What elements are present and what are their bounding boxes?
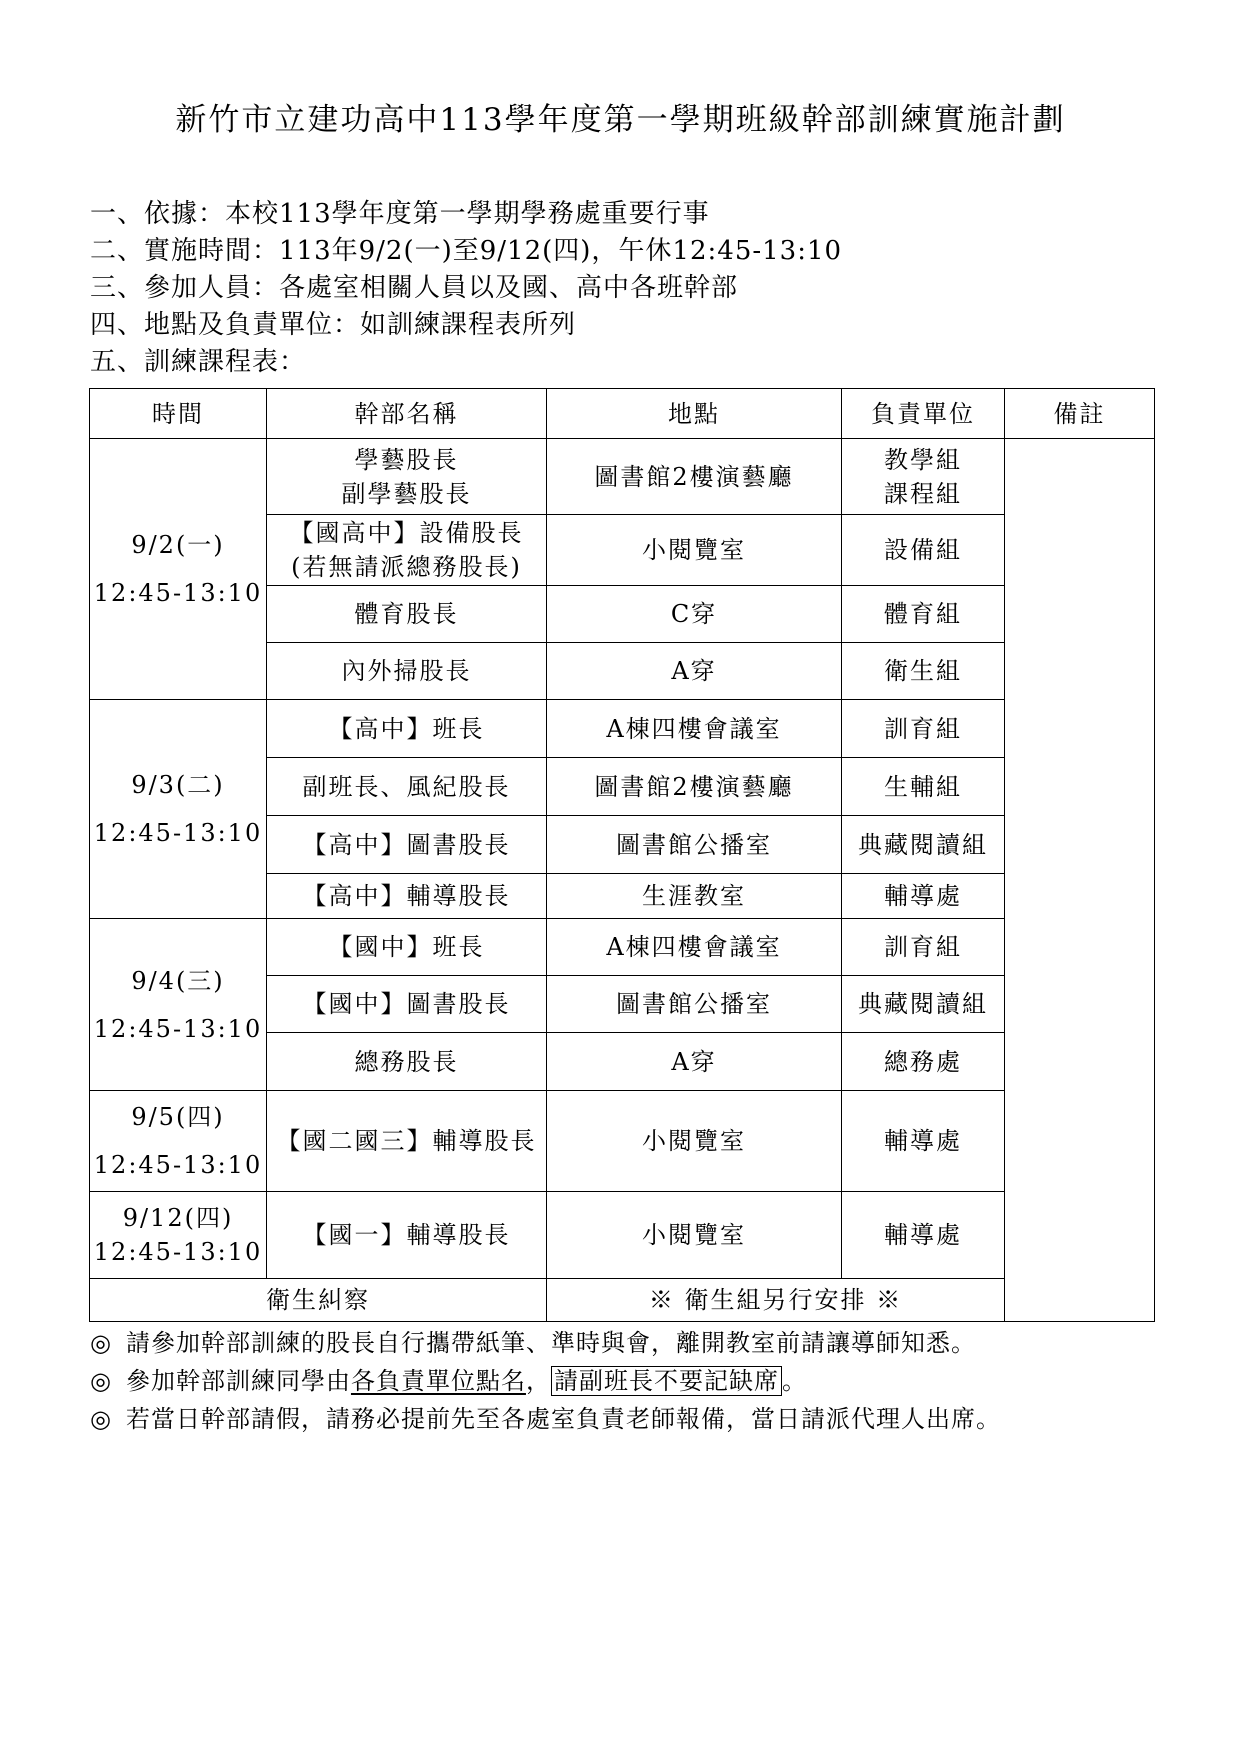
place-cell: A棟四樓會議室 — [547, 700, 842, 758]
cadre-name: (若無請派總務股長) — [291, 553, 522, 581]
table-footer-row — [90, 1279, 1155, 1322]
header-place: 地點 — [547, 389, 842, 439]
note-leave — [90, 1400, 1001, 1438]
date-label: 9/4(三) — [131, 966, 225, 995]
section-schedule-heading: 五、訓練課程表： — [90, 347, 307, 377]
unit-name: 教學組 — [884, 445, 962, 474]
note-attendance — [90, 1362, 1001, 1400]
page-title: 新竹市立建功高中113學年度第一學期班級幹部訓練實施計劃 — [175, 102, 1066, 138]
date-time-cell — [90, 700, 267, 919]
time-label: 12:45-13:10 — [93, 819, 263, 847]
section-location: 四、地點及負責單位：如訓練課程表所列 — [90, 310, 577, 340]
cadre-cell: 體育股長 — [267, 586, 547, 643]
place-cell: 小閱覽室 — [547, 515, 842, 586]
unit-cell: 輔導處 — [842, 1091, 1005, 1192]
note-bring-supplies — [90, 1324, 1001, 1362]
unit-cell: 訓育組 — [842, 919, 1005, 976]
cadre-cell: 副班長、風紀股長 — [267, 758, 547, 816]
table-row — [90, 439, 1155, 515]
header-unit: 負責單位 — [842, 389, 1005, 439]
cadre-name: 學藝股長 — [354, 445, 459, 474]
note-text: 若當日幹部請假，請務必提前先至各處室負責老師報備，當日請派代理人出席。 — [125, 1405, 1001, 1433]
date-time-cell — [90, 439, 267, 700]
unit-cell: 輔導處 — [842, 1192, 1005, 1279]
bullet-icon: ◎ — [90, 1405, 112, 1433]
section-time: 二、實施時間：113年9/2(一)至9/12(四)，午休12:45-13:10 — [90, 236, 843, 266]
hygiene-patrol-note: ※ 衛生組另行安排 ※ — [547, 1279, 1005, 1322]
place-cell: 小閱覽室 — [547, 1192, 842, 1279]
header-remarks: 備註 — [1005, 389, 1155, 439]
date-label: 9/3(二) — [131, 771, 225, 799]
unit-name: 課程組 — [884, 479, 962, 508]
time-label: 12:45-13:10 — [93, 1151, 263, 1179]
unit-cell: 衛生組 — [842, 643, 1005, 700]
cadre-cell: 總務股長 — [267, 1033, 547, 1091]
place-cell: A穿 — [547, 1033, 842, 1091]
place-cell: 生涯教室 — [547, 874, 842, 919]
date-time-cell — [90, 1091, 267, 1192]
remarks-cell — [1005, 439, 1155, 1322]
note-text: 。 — [781, 1367, 807, 1395]
cadre-name: 副學藝股長 — [341, 479, 472, 508]
place-cell: A棟四樓會議室 — [547, 919, 842, 976]
cadre-cell: 【國中】班長 — [267, 919, 547, 976]
notes — [90, 1324, 1001, 1438]
date-label: 9/5(四) — [131, 1103, 225, 1131]
cadre-cell: 內外掃股長 — [267, 643, 547, 700]
plan-sections — [90, 196, 842, 381]
place-cell: 小閱覽室 — [547, 1091, 842, 1192]
cadre-cell — [267, 439, 547, 515]
bullet-icon: ◎ — [90, 1329, 112, 1357]
cadre-cell: 【國中】圖書股長 — [267, 976, 547, 1033]
unit-cell: 典藏閱讀組 — [842, 976, 1005, 1033]
unit-cell: 設備組 — [842, 515, 1005, 586]
section-participants: 三、參加人員：各處室相關人員以及國、高中各班幹部 — [90, 273, 739, 303]
date-time-cell — [90, 1192, 267, 1279]
header-time: 時間 — [90, 389, 267, 439]
unit-cell: 總務處 — [842, 1033, 1005, 1091]
table-row — [90, 1192, 1155, 1279]
place-cell: A穿 — [547, 643, 842, 700]
place-cell: 圖書館2樓演藝廳 — [547, 758, 842, 816]
table-row — [90, 1091, 1155, 1192]
table-row — [90, 919, 1155, 976]
date-label: 9/12(四) — [122, 1204, 234, 1232]
cadre-cell: 【高中】輔導股長 — [267, 874, 547, 919]
cadre-name: 【國高中】設備股長 — [289, 519, 524, 547]
unit-cell: 訓育組 — [842, 700, 1005, 758]
unit-cell — [842, 439, 1005, 515]
note-text: 請參加幹部訓練的股長自行攜帶紙筆、準時與會，離開教室前請讓導師知悉。 — [125, 1329, 976, 1357]
cadre-cell: 【高中】班長 — [267, 700, 547, 758]
time-label: 12:45-13:10 — [93, 1238, 263, 1266]
time-label: 12:45-13:10 — [93, 579, 263, 607]
table-header-row — [90, 389, 1155, 439]
cadre-cell: 【國一】輔導股長 — [267, 1192, 547, 1279]
date-time-cell — [90, 919, 267, 1091]
place-cell: 圖書館2樓演藝廳 — [547, 439, 842, 515]
unit-cell: 輔導處 — [842, 874, 1005, 919]
boxed-text: 請副班長不要記缺席 — [551, 1366, 782, 1396]
unit-cell: 典藏閱讀組 — [842, 816, 1005, 874]
underlined-text: 各負責單位點名 — [350, 1367, 526, 1395]
header-cadre: 幹部名稱 — [267, 389, 547, 439]
note-text: 參加幹部訓練同學由 — [125, 1367, 351, 1395]
cadre-cell: 【國二國三】輔導股長 — [267, 1091, 547, 1192]
time-label: 12:45-13:10 — [93, 1014, 263, 1043]
section-basis: 一、依據：本校113學年度第一學期學務處重要行事 — [90, 199, 710, 229]
place-cell: C穿 — [547, 586, 842, 643]
note-text: ， — [525, 1367, 551, 1395]
bullet-icon: ◎ — [90, 1367, 112, 1395]
date-label: 9/2(一) — [131, 531, 225, 559]
place-cell: 圖書館公播室 — [547, 976, 842, 1033]
table-row — [90, 700, 1155, 758]
place-cell: 圖書館公播室 — [547, 816, 842, 874]
hygiene-patrol-label: 衛生糾察 — [90, 1279, 547, 1322]
training-schedule-table — [89, 388, 1155, 1322]
unit-cell: 生輔組 — [842, 758, 1005, 816]
cadre-cell: 【高中】圖書股長 — [267, 816, 547, 874]
cadre-cell — [267, 515, 547, 586]
unit-cell: 體育組 — [842, 586, 1005, 643]
